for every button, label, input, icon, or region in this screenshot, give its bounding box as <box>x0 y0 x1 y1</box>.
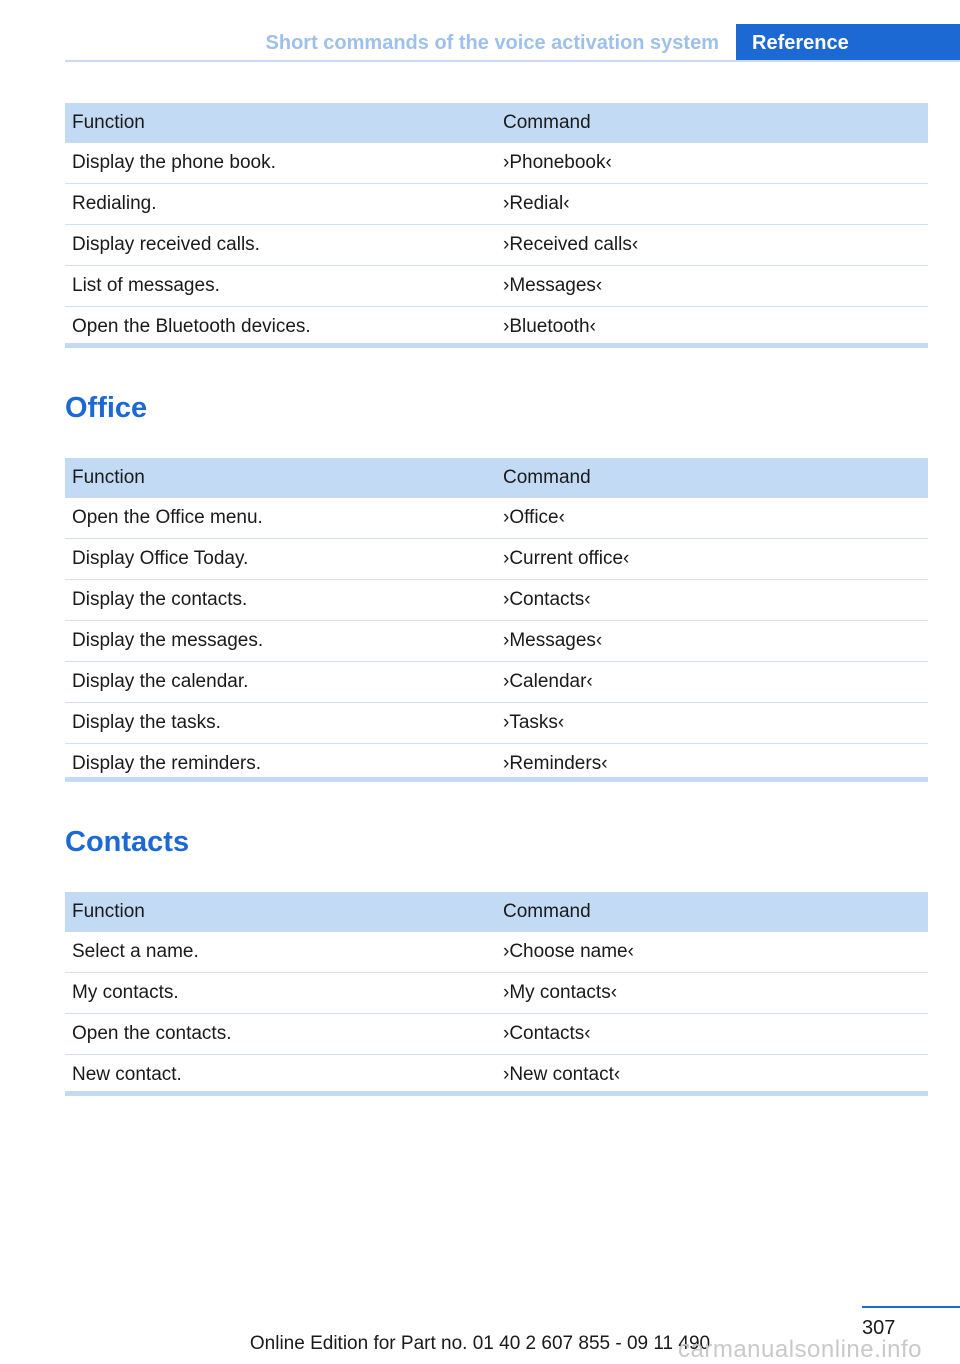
function-cell: Display the tasks. <box>65 703 496 744</box>
function-cell: Display the reminders. <box>72 753 262 774</box>
function-cell: My contacts. <box>65 973 496 1014</box>
section-title-contacts: Contacts <box>65 826 190 858</box>
table-header-row <box>65 892 928 932</box>
function-cell: Display the contacts. <box>65 580 496 621</box>
command-cell: ›Messages‹ <box>496 621 928 662</box>
command-cell: ›Choose name‹ <box>496 932 928 973</box>
command-cell: ›Office‹ <box>496 498 928 539</box>
function-cell: Open the Bluetooth devices. <box>72 316 311 337</box>
table-end-rule <box>65 777 928 782</box>
command-cell: ›Current office‹ <box>496 539 928 580</box>
header-command: Command <box>496 458 928 498</box>
header-command: Command <box>496 103 928 143</box>
header-function: Function <box>65 892 496 932</box>
table-end-rule <box>65 1091 928 1096</box>
table-row <box>65 621 928 662</box>
table-row <box>65 143 928 184</box>
table-row <box>65 539 928 580</box>
table-row <box>65 662 928 703</box>
header-rule <box>65 60 960 62</box>
command-cell: ›New contact‹ <box>503 1064 621 1085</box>
table-row <box>65 973 928 1014</box>
function-cell: Display Office Today. <box>65 539 496 580</box>
header-tab-reference: Reference <box>736 24 960 62</box>
table-row <box>65 266 928 307</box>
command-cell: ›Tasks‹ <box>496 703 928 744</box>
phone-commands-table <box>65 103 928 347</box>
command-cell: ›Redial‹ <box>496 184 928 225</box>
function-cell: List of messages. <box>65 266 496 307</box>
header-function: Function <box>65 103 496 143</box>
table-row <box>65 703 928 744</box>
function-cell: New contact. <box>72 1064 182 1085</box>
table-row <box>65 932 928 973</box>
table-row <box>65 498 928 539</box>
table-row <box>65 1014 928 1055</box>
header-function: Function <box>65 458 496 498</box>
function-cell: Open the Office menu. <box>65 498 496 539</box>
function-cell: Redialing. <box>65 184 496 225</box>
function-cell: Select a name. <box>65 932 496 973</box>
command-cell: ›Calendar‹ <box>496 662 928 703</box>
function-cell: Open the contacts. <box>65 1014 496 1055</box>
table-row <box>65 1055 928 1096</box>
table-row <box>65 184 928 225</box>
table-row <box>65 307 928 348</box>
function-cell: Display received calls. <box>65 225 496 266</box>
page-number: 307 <box>862 1317 896 1339</box>
section-title-office: Office <box>65 392 148 424</box>
function-cell: Display the calendar. <box>65 662 496 703</box>
office-commands-table <box>65 458 928 784</box>
command-cell: ›Contacts‹ <box>496 580 928 621</box>
table-row <box>65 580 928 621</box>
command-cell: ›Reminders‹ <box>503 753 608 774</box>
command-cell: ›Messages‹ <box>496 266 928 307</box>
watermark: carmanualsonline.info <box>678 1336 922 1363</box>
command-cell: ›My contacts‹ <box>496 973 928 1014</box>
contacts-commands-table <box>65 892 928 1095</box>
page-number-rule <box>862 1306 960 1308</box>
table-row <box>65 225 928 266</box>
command-cell: ›Contacts‹ <box>496 1014 928 1055</box>
page-header <box>65 24 960 62</box>
command-cell: ›Received calls‹ <box>496 225 928 266</box>
function-cell: Display the messages. <box>65 621 496 662</box>
footer-edition: Online Edition for Part no. 01 40 2 607 855 - 09 11 490 <box>249 1333 711 1354</box>
command-cell: ›Phonebook‹ <box>496 143 928 184</box>
function-cell: Display the phone book. <box>65 143 496 184</box>
header-section-title: Short commands of the voice activation system <box>265 32 719 54</box>
table-end-rule <box>65 343 928 348</box>
table-header-row <box>65 458 928 498</box>
table-header-row <box>65 103 928 143</box>
command-cell: ›Bluetooth‹ <box>503 316 596 337</box>
header-command: Command <box>496 892 928 932</box>
